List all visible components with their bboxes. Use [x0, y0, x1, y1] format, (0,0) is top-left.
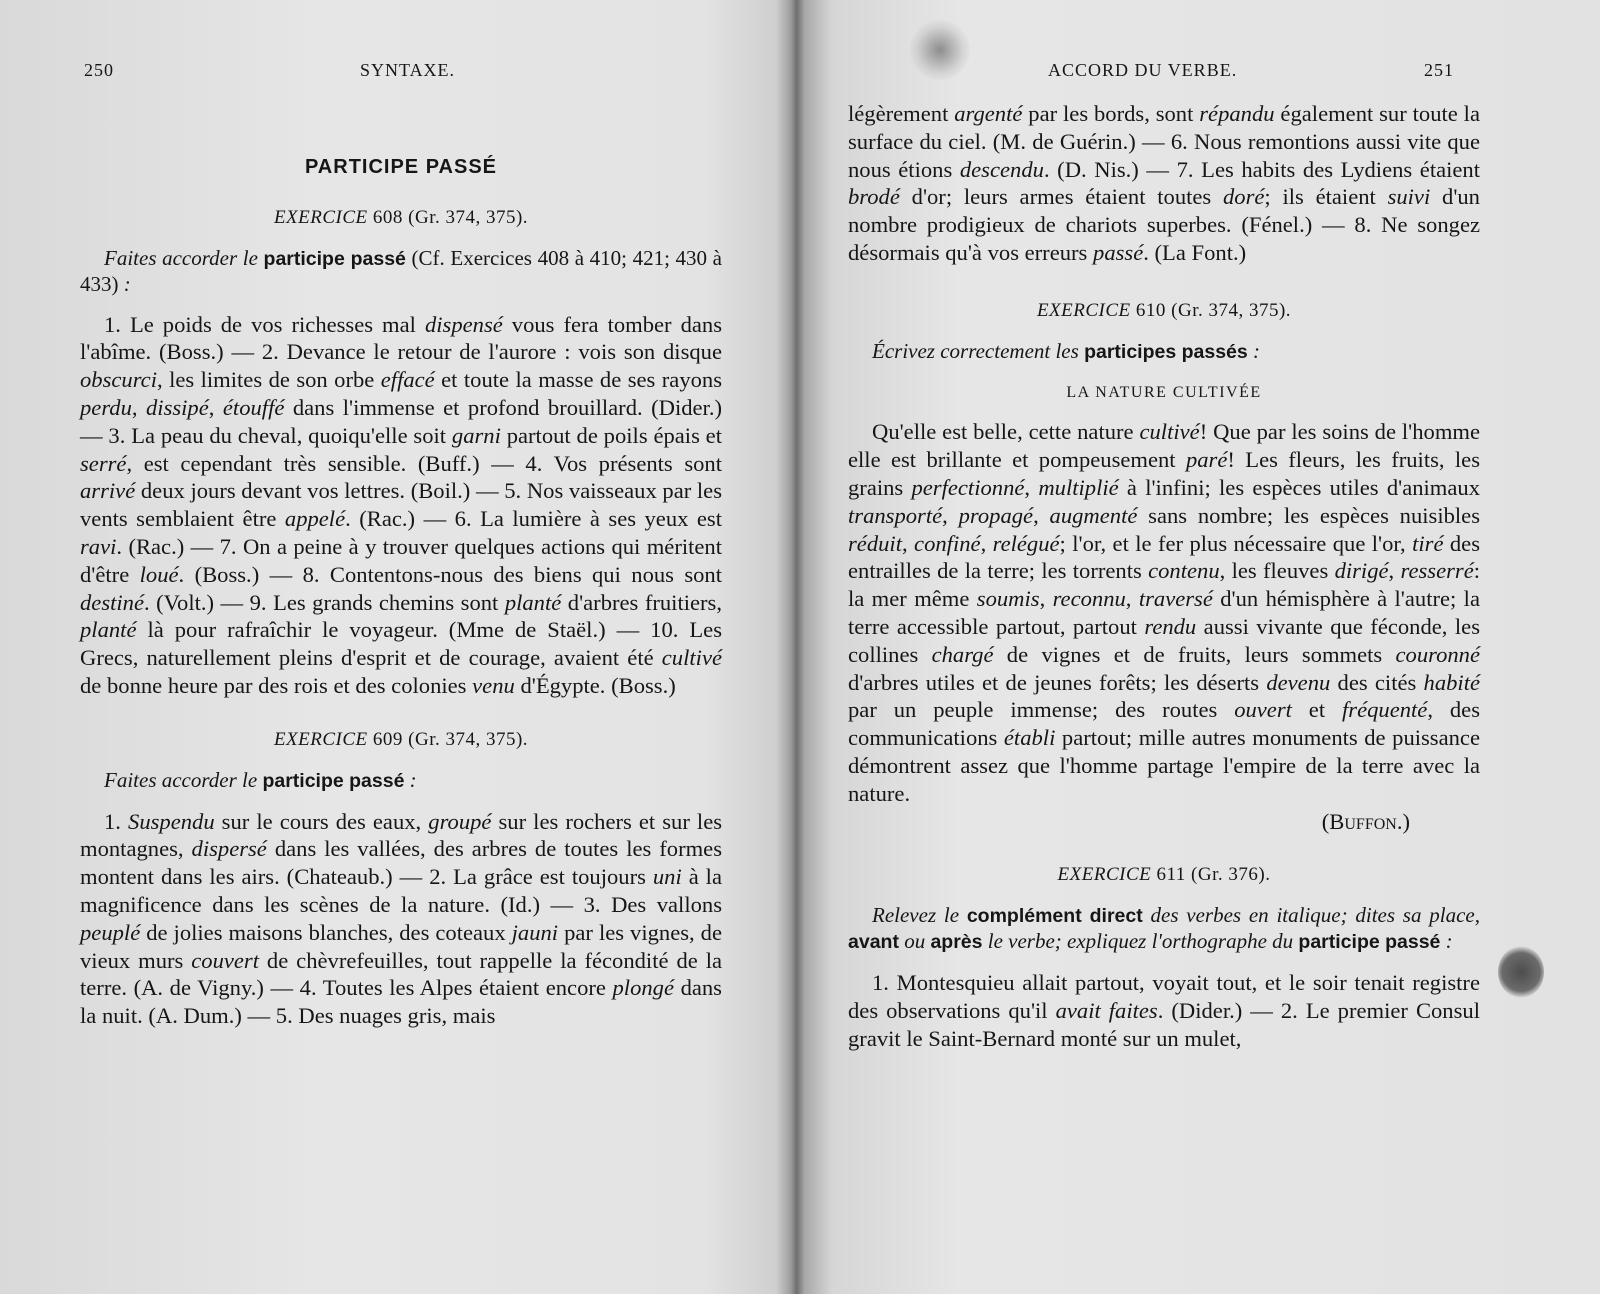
text-run: . (Rac.) — 7. On a peine à y trouver quelques actions qui méritent d'être [80, 533, 722, 587]
italic-run: multiplié [1038, 474, 1119, 500]
text-run: et toute la masse de ses rayons [434, 367, 722, 393]
text-run: , les fleuves [1219, 558, 1335, 584]
running-head-right [790, 60, 1600, 90]
italic-run: étouffé [222, 394, 285, 420]
text-run: 1. Le poids de vos richesses mal [104, 311, 425, 337]
italic-run: augmenté [1049, 502, 1138, 528]
bold-run: participe passé [1298, 931, 1441, 954]
italic-run: répandu [1199, 101, 1275, 126]
text-run: . (La Font.) [1143, 239, 1247, 265]
italic-run: destiné [80, 589, 144, 615]
left-column [80, 148, 722, 1030]
italic-run: planté [80, 617, 137, 643]
bold-run: participes passés [1084, 340, 1248, 363]
italic-run: devenu [1266, 669, 1331, 695]
right-column [848, 100, 1480, 1053]
italic-run: jauni [511, 919, 559, 945]
text-run: légèrement [848, 101, 955, 126]
italic-run: obscurci [80, 367, 157, 393]
italic-run: perfectionné [911, 474, 1025, 500]
italic-run: propagé [958, 502, 1034, 528]
text-run: sur les rochers et sur les montagnes, [80, 808, 723, 862]
page-number: 250 [84, 60, 114, 80]
exercise-609-heading [80, 726, 722, 754]
text-run: et [1291, 697, 1343, 723]
italic-run: cultivé [1139, 419, 1200, 445]
exercise-label: EXERCICE [273, 206, 368, 228]
italic-run: : [1440, 929, 1453, 954]
bold-run: avant [848, 931, 899, 954]
smudge-mark [910, 20, 970, 80]
bold-run: complément direct [966, 905, 1143, 928]
running-title: SYNTAXE. [360, 60, 456, 80]
italic-run: ou [898, 929, 931, 954]
italic-run: appelé [284, 506, 346, 532]
text-run: partout; mille autres monuments de puissance démontrent assez que l'homme partage l'empire de la terre avec la nature. [848, 725, 1480, 806]
exercise-number: 611 (Gr. 376). [1156, 864, 1271, 886]
italic-run: Écrivez correctement les [872, 338, 1085, 363]
text-run: par les vignes, de vieux murs [80, 919, 723, 973]
bold-run: participe passé [262, 769, 405, 792]
text-run: ; ils étaient [1264, 184, 1388, 210]
text-run: des cités [1330, 669, 1424, 695]
text-run: , [1039, 586, 1053, 612]
exercise-label: EXERCICE [273, 728, 368, 750]
text-run: par un peuple immense; des routes [848, 697, 1235, 723]
text-run: , [1125, 586, 1139, 612]
italic-run: Relevez le [872, 903, 967, 928]
italic-run: dirigé [1334, 558, 1389, 584]
italic-run: dispensé [424, 311, 503, 337]
signature-line [848, 808, 1480, 836]
text-run: sur le cours des eaux, [214, 808, 429, 834]
italic-run: arrivé [80, 478, 136, 504]
exercise-611-text [848, 969, 1480, 1052]
text-run: . (Rac.) — 6. La lumière à ses yeux est [345, 506, 722, 532]
bold-run: participe passé [263, 247, 406, 270]
text-run: , [942, 502, 959, 528]
italic-run: serré [80, 450, 127, 476]
italic-run: rendu [1144, 613, 1197, 639]
text-run: , est cependant très sensible. (Buff.) — 4. Vos présents sont [126, 450, 722, 476]
italic-run: ravi [80, 533, 117, 559]
text-run: d'un nombre prodigieux de chariots superbes. (Fénel.) — 8. Ne songez désormais qu'à vos erreurs [848, 184, 1480, 265]
text-run: sans nombre; les espèces nuisibles [1137, 502, 1480, 528]
text-run: ; l'or, et le fer plus nécessaire que l'or, [1059, 530, 1413, 556]
italic-run: effacé [380, 367, 435, 393]
italic-run: relégué [992, 530, 1060, 556]
running-title: ACCORD DU VERBE. [1048, 60, 1238, 80]
section-title: PARTICIPE PASSÉ [304, 156, 498, 178]
italic-run: descendu [959, 156, 1044, 182]
exercise-number: 609 (Gr. 374, 375). [372, 728, 529, 750]
exercise-608-heading [80, 204, 722, 232]
text-run: à la magnificence dans les scènes de la nature. (Id.) — 3. Des vallons [80, 864, 722, 917]
text-run: , [208, 394, 223, 420]
text-run: des entrailles de la terre; les torrents [848, 530, 1481, 584]
italic-run: dispersé [191, 836, 267, 862]
text-run: partout de poils épais et [500, 422, 722, 448]
text-run: aussi vivante que féconde, les collines [848, 613, 1480, 667]
italic-run: planté [504, 589, 562, 615]
bold-run: après [930, 931, 983, 954]
text-run: dans les vallées, des arbres de toutes les formes montent dans les airs. (Chateaub.) — 2. La grâce est toujours [80, 836, 723, 890]
italic-run: contenu [1148, 558, 1220, 584]
italic-run: habité [1423, 669, 1481, 695]
text-run: , [1033, 502, 1050, 528]
italic-run: soumis [976, 586, 1040, 612]
exercise-608-text [80, 311, 722, 700]
italic-run: paré [1185, 447, 1228, 473]
italic-run: passé [1093, 239, 1144, 265]
continuation-text [848, 100, 1480, 267]
right-page [790, 0, 1600, 1294]
exercise-610-heading [848, 297, 1480, 325]
text-run: : la mer même [848, 558, 1481, 612]
italic-run: Faites accorder le [104, 245, 264, 270]
exercise-label: EXERCICE [1057, 864, 1152, 886]
text-run: vous fera tomber dans l'abîme. (Boss.) — 2. Devance le retour de l'aurore : vois son disque [80, 311, 722, 365]
text-run: . (Boss.) — 8. Contentons-nous des biens qui nous sont [178, 561, 723, 587]
author-signature: (Buffon.) [1321, 808, 1410, 834]
text-run: d'arbres fruitiers, [561, 589, 722, 615]
italic-run: venu [472, 672, 515, 698]
italic-run: loué [139, 561, 179, 587]
text-run: de vignes et de fruits, leurs sommets [993, 641, 1396, 667]
italic-run: fréquenté [1342, 697, 1428, 723]
text-run: de chèvrefeuilles, tout rappelle la fécondité de la terre. (A. de Vigny.) — 4. Toutes les Alpes étaient encore [80, 947, 722, 1001]
text-run: . (Volt.) — 9. Les grands chemins sont [144, 589, 505, 615]
italic-run: traversé [1138, 586, 1213, 612]
italic-run: resserré [1400, 558, 1474, 584]
text-run: , les limites de son orbe [156, 367, 381, 393]
running-head-left [0, 60, 790, 90]
exercise-number: 610 (Gr. 374, 375). [1135, 299, 1292, 321]
italic-run: groupé [428, 808, 492, 834]
exercise-608-instruction [80, 246, 722, 297]
italic-run: couronné [1395, 641, 1480, 667]
italic-run: le verbe; expliquez l'orthographe du [982, 929, 1299, 954]
italic-run: transporté [848, 502, 943, 528]
text-run: Qu'elle est belle, cette nature [872, 419, 1140, 445]
text-run: , [980, 530, 993, 556]
text-run: d'un hémisphère à l'autre; la terre accessible partout, partout [848, 586, 1480, 639]
italic-run: couvert [191, 947, 259, 973]
exercise-610-subtitle: LA NATURE CULTIVÉE [1066, 383, 1262, 401]
italic-run: réduit [848, 530, 902, 556]
italic-run: Suspendu [128, 808, 215, 834]
italic-run: uni [652, 864, 682, 890]
text-run: , [1388, 558, 1401, 584]
exercise-611-heading [848, 861, 1480, 889]
text-run: (Cf. Exercices 408 à 410; 421; 430 à 433) [80, 245, 722, 296]
text-run: ! Que par les soins de l'homme elle est brillante et pompeusement [848, 419, 1480, 473]
italic-run: tiré [1412, 530, 1444, 556]
text-run: dans l'immense et profond brouillard. (Dider.) — 3. La peau du cheval, quoiqu'elle soit [80, 394, 723, 448]
italic-run: confiné [914, 530, 981, 556]
italic-run: chargé [931, 641, 994, 667]
text-run: d'Égypte. (Boss.) [514, 672, 676, 698]
page-number: 251 [1424, 60, 1454, 80]
italic-run: : [404, 767, 417, 792]
text-run: d'or; leurs armes étaient toutes [899, 184, 1223, 210]
italic-run: établi [1003, 725, 1056, 751]
italic-run: perdu [80, 394, 132, 420]
text-run: par les bords, sont [1022, 101, 1200, 126]
text-run: , des communications [848, 697, 1480, 751]
text-run: 1. [104, 808, 129, 834]
italic-run: argenté [954, 101, 1023, 126]
exercise-610-instruction [848, 339, 1480, 365]
exercise-number: 608 (Gr. 374, 375). [372, 206, 529, 228]
exercise-609-text [80, 808, 722, 1030]
text-run: de bonne heure par des rois et des colonies [80, 672, 473, 698]
italic-run: avait faites [1055, 997, 1158, 1023]
text-run: dans la nuit. (A. Dum.) — 5. Des nuages gris, mais [80, 975, 722, 1029]
italic-run: peuplé [80, 919, 141, 945]
text-run: . (Dider.) — 2. Le premier Consul gravit le Saint-Bernard monté sur un mulet, [848, 997, 1480, 1051]
text-run: 1. Montesquieu allait partout, voyait tout, et le soir tenait registre des observations qu'il [848, 970, 1480, 1023]
italic-run: des verbes en italique; dites sa place, [1142, 903, 1480, 928]
italic-run: : [1247, 338, 1260, 363]
left-page [0, 0, 790, 1294]
exercise-610-text [848, 418, 1480, 807]
exercise-611-instruction [848, 903, 1480, 955]
italic-run: suivi [1387, 184, 1431, 210]
italic-run: Faites accorder le [104, 767, 263, 792]
text-run: , [131, 394, 146, 420]
exercise-609-instruction [80, 768, 722, 794]
italic-run: ouvert [1234, 697, 1292, 723]
exercise-label: EXERCICE [1036, 299, 1131, 321]
text-run: ! Les fleurs, les fruits, les grains [848, 447, 1481, 500]
text-run: là pour rafraîchir le voyageur. (Mme de Staël.) — 10. Les Grecs, naturellement pleins d'esprit et de courage, avaient été [80, 617, 722, 671]
italic-run: brodé [848, 184, 900, 210]
text-run: de jolies maisons blanches, des coteaux [140, 919, 512, 945]
text-run: . (D. Nis.) — 7. Les habits des Lydiens étaient [1043, 156, 1481, 182]
italic-run: reconnu [1052, 586, 1126, 612]
text-run: également sur toute la surface du ciel. (M. de Guérin.) — 6. Nous remontions aussi vite que nous étions [848, 101, 1480, 182]
italic-run: dissipé [146, 394, 209, 420]
text-run: d'arbres utiles et de jeunes forêts; les déserts [848, 669, 1267, 695]
italic-run: cultivé [661, 645, 722, 671]
ink-stain [1498, 946, 1544, 998]
text-run: , [1024, 474, 1039, 500]
italic-run: doré [1223, 184, 1265, 210]
italic-run: plongé [612, 975, 674, 1001]
text-run: à l'infini; les espèces utiles d'animaux [1118, 474, 1481, 500]
text-run: deux jours devant vos lettres. (Boil.) — 5. Nos vaisseaux par les vents semblaient être [80, 478, 722, 532]
text-run: , [901, 530, 915, 556]
italic-run: : [123, 271, 131, 296]
italic-run: garni [451, 422, 501, 448]
